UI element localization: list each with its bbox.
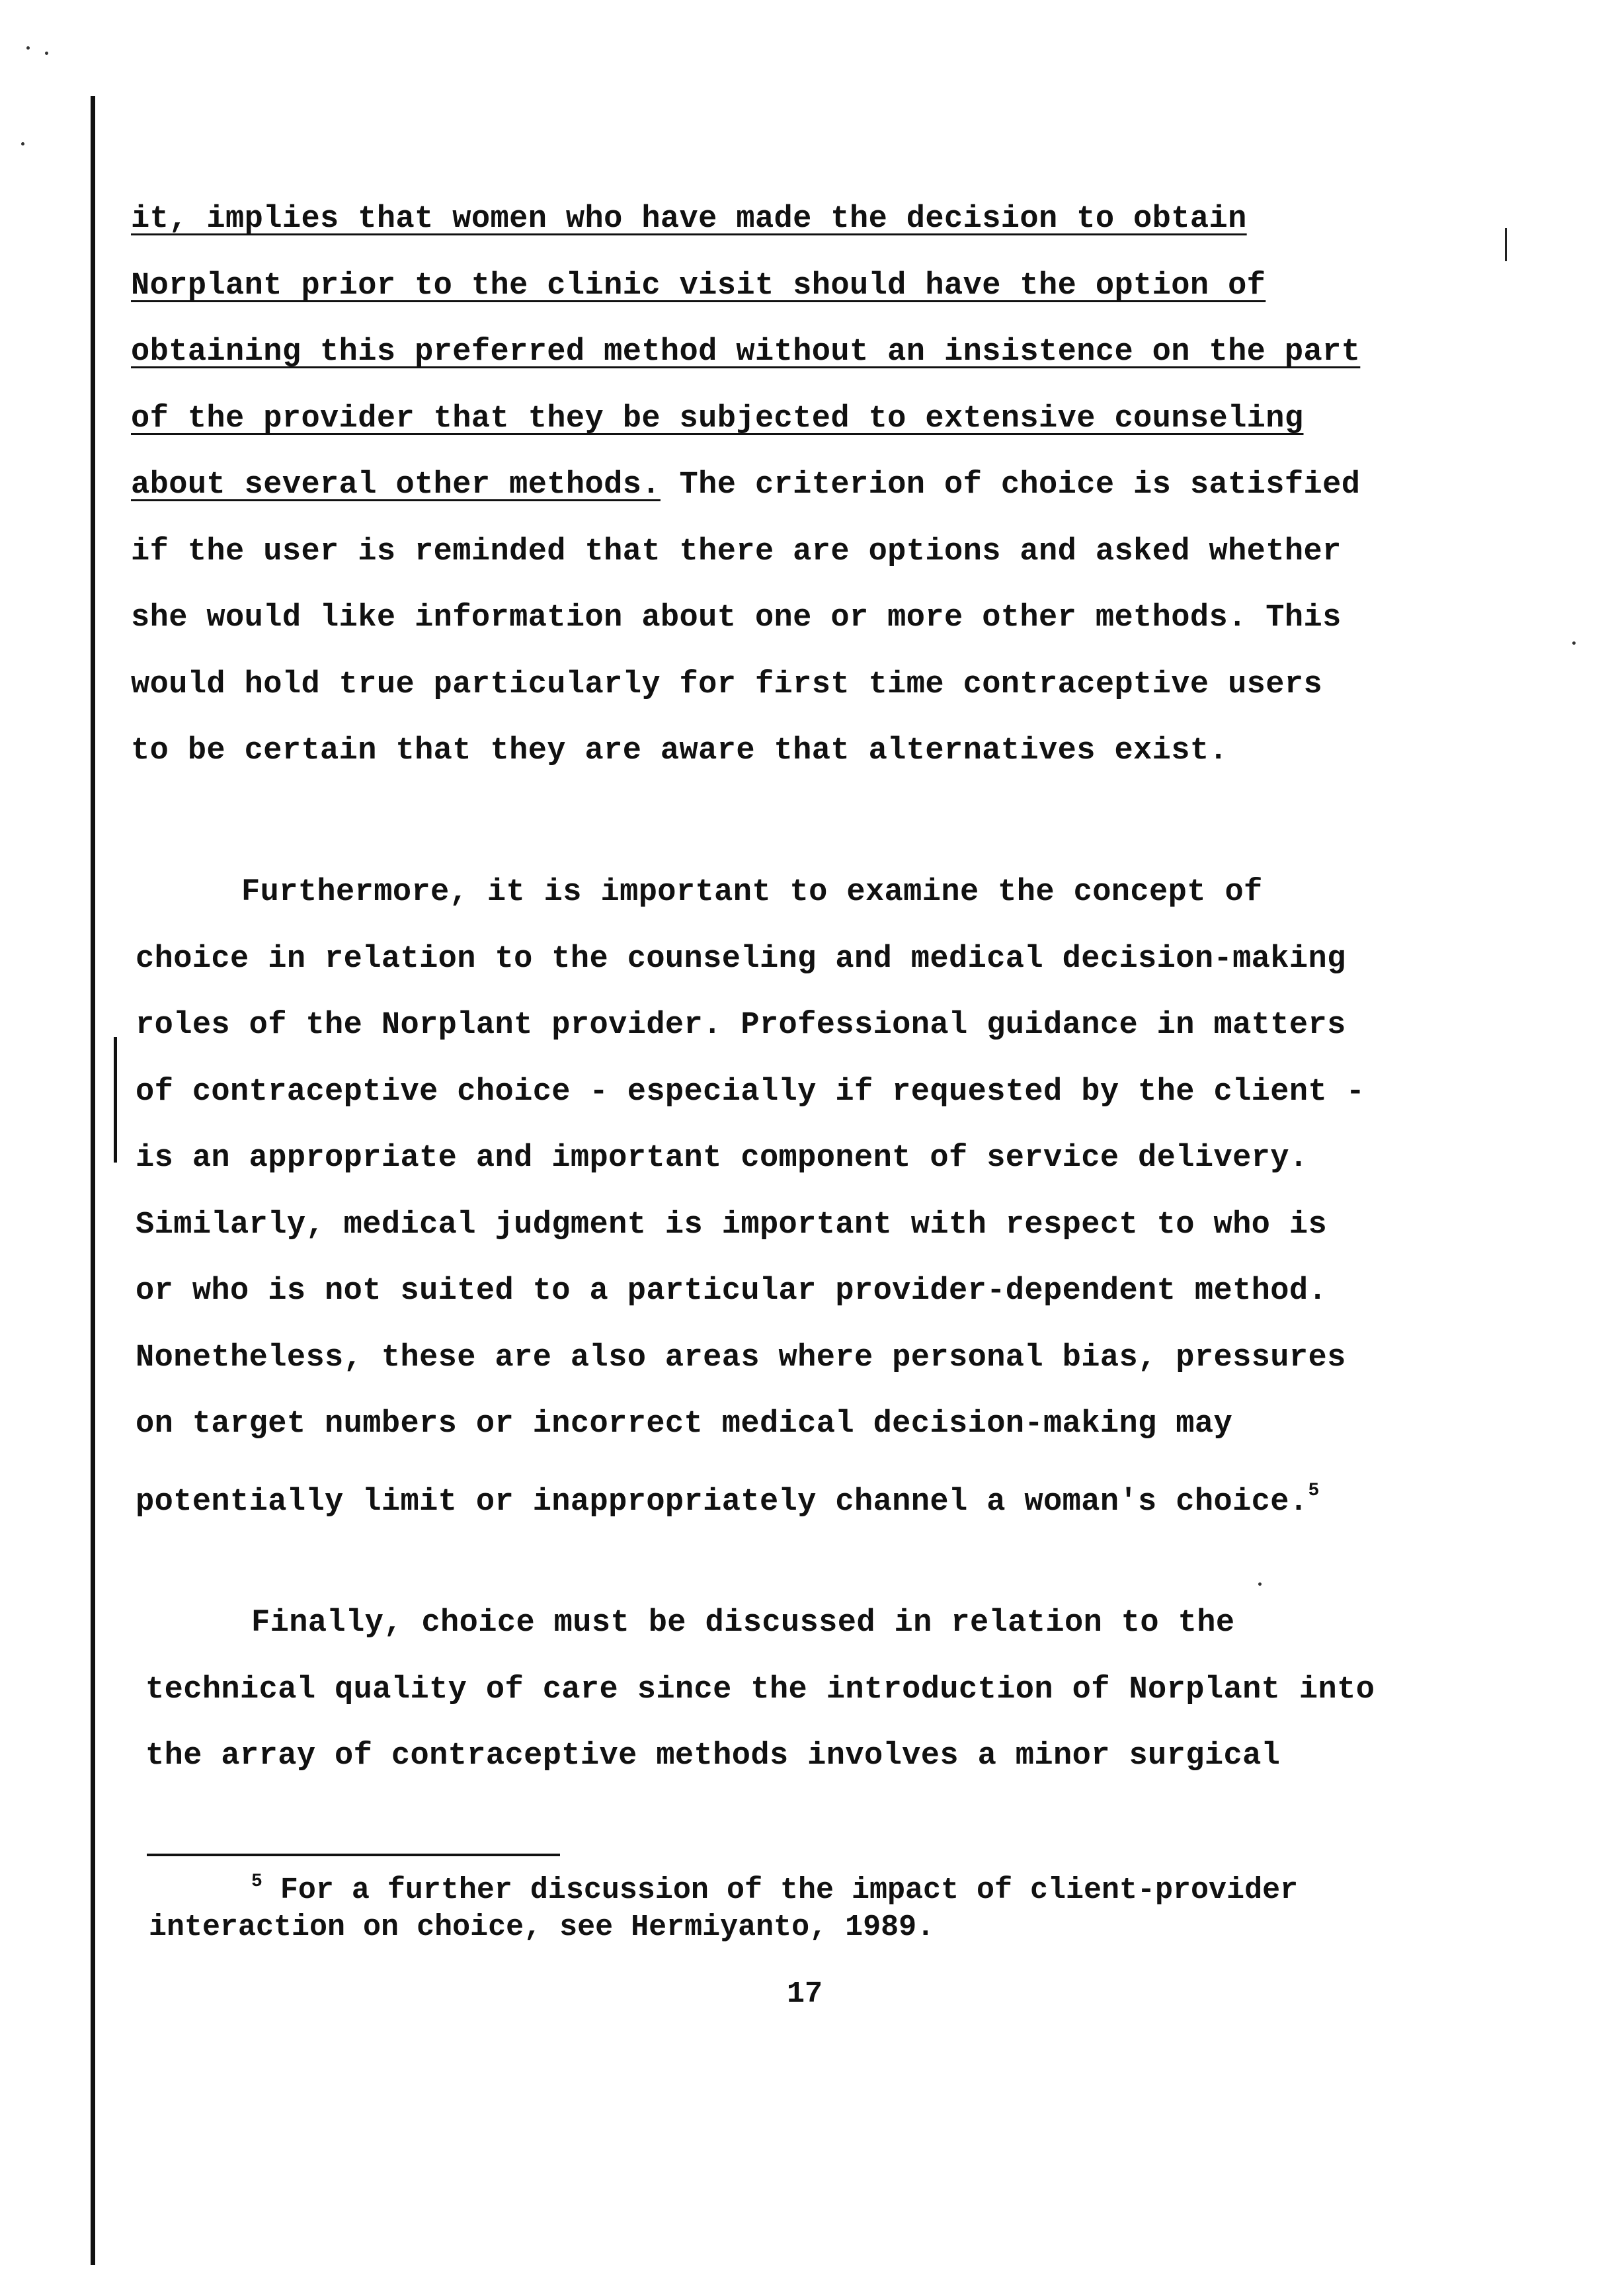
text-line: to be certain that they are aware that alternatives exist.: [131, 733, 1228, 768]
scan-speck: [1572, 641, 1576, 645]
footnote-reference: 5: [1308, 1480, 1320, 1501]
margin-annotation-mark: [114, 1037, 117, 1163]
footnote: [149, 1864, 1298, 1946]
footnote-separator: [147, 1854, 560, 1856]
scan-speck: [45, 52, 48, 55]
paragraph-2: [136, 860, 1465, 1524]
footnote-line: interaction on choice, see Hermiyanto, 1989.: [149, 1910, 935, 1944]
text-line: of contraceptive choice - especially if requested by the client -: [136, 1074, 1365, 1110]
text-line: the array of contraceptive methods involves a minor surgical: [145, 1739, 1281, 1774]
text-line: would hold true particularly for first time contraceptive users: [131, 667, 1323, 702]
margin-tick-mark: [1505, 228, 1507, 261]
text-line: is an appropriate and important component of service delivery.: [136, 1141, 1308, 1176]
paragraph-3: [145, 1590, 1474, 1790]
underlined-text: about several other methods.: [131, 468, 661, 503]
text-line: or who is not suited to a particular provider-dependent method.: [136, 1274, 1328, 1309]
text-line: Nonetheless, these are also areas where personal bias, pressures: [136, 1340, 1346, 1375]
footnote-number: 5: [251, 1871, 262, 1892]
text-line: roles of the Norplant provider. Professional guidance in matters: [136, 1008, 1346, 1043]
footnote-text: For a further discussion of the impact of client-provider: [280, 1873, 1299, 1907]
text-line: obtaining this preferred method without an insistence on the part: [131, 335, 1361, 370]
text-line: Finally, choice must be discussed in relation to the: [251, 1606, 1235, 1641]
footnote-line: [149, 1864, 1298, 1909]
text-line: Furthermore, it is important to examine the concept of: [241, 875, 1263, 910]
text-segment: potentially limit or inappropriately channel a woman's choice.: [136, 1484, 1308, 1520]
text-line: technical quality of care since the introduction of Norplant into: [145, 1672, 1375, 1707]
scan-speck: [21, 142, 24, 145]
text-segment: The criterion of choice is satisfied: [660, 468, 1361, 503]
text-line: if the user is reminded that there are options and asked whether: [131, 534, 1342, 569]
text-line: she would like information about one or more other methods. This: [131, 600, 1342, 636]
paragraph-1: [131, 186, 1460, 785]
text-line: of the provider that they be subjected to extensive counseling: [131, 401, 1304, 436]
scan-speck: [1258, 1582, 1262, 1586]
text-line: Norplant prior to the clinic visit should have the option of: [131, 268, 1266, 304]
left-margin-rule: [91, 96, 95, 2265]
text-line: Similarly, medical judgment is important with respect to who is: [136, 1207, 1328, 1243]
text-line: choice in relation to the counseling and medical decision-making: [136, 941, 1346, 977]
text-line: [136, 1458, 1465, 1525]
text-line: it, implies that women who have made the decision to obtain: [131, 202, 1247, 237]
text-line: on target numbers or incorrect medical decision-making may: [136, 1407, 1233, 1442]
page-number: 17: [787, 1977, 823, 2011]
scan-speck: [26, 46, 30, 50]
text-line: [131, 452, 1460, 519]
